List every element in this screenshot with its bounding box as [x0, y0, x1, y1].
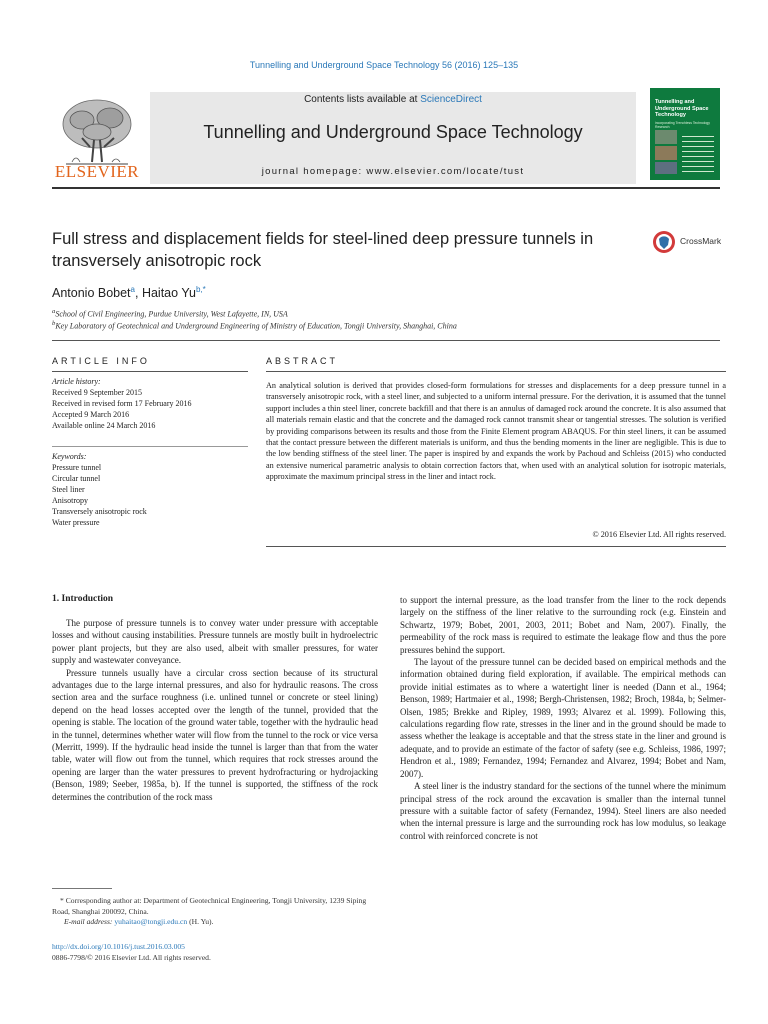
cover-title: Tunnelling and Underground Space Technology: [655, 99, 709, 119]
crossmark-label: CrossMark: [680, 236, 722, 246]
keywords-block: [52, 451, 248, 528]
keyword-item: Steel liner: [52, 485, 85, 494]
footnote-text: Corresponding author at: Department of Geotechnical Engineering, Tongji University, 1239 Siping Road, Shanghai 200092, China.: [52, 896, 367, 916]
issn-line: 0886-7798/© 2016 Elsevier Ltd. All rights reserved.: [52, 952, 211, 962]
elsevier-logo: [52, 92, 142, 184]
contents-line: [150, 94, 636, 105]
journal-title: Tunnelling and Underground Space Technology: [203, 122, 583, 142]
header-rule: [52, 187, 720, 189]
author-list: Antonio Bobet$^a$, Haitao $Yu^{b,*}$: [52, 285, 206, 301]
keywords-label: Keywords:: [52, 452, 87, 461]
affiliation-text: Key Laboratory of Geotechnical and Underground Engineering of Ministry of Education, Tongji University, Shanghai, China: [55, 321, 457, 331]
keyword-item: Transversely anisotropic rock: [52, 507, 147, 516]
keyword-item: Anisotropy: [52, 496, 88, 505]
author-affil-marker[interactable]: a: [130, 285, 135, 294]
journal-cover-thumbnail[interactable]: [650, 88, 720, 180]
affiliation-marker: a: [52, 308, 56, 315]
body-paragraph: The purpose of pressure tunnels is to convey water under pressure with acceptable losses and without causing instabilities. Pressure tunnels are mostly built in hydroelectric power plant projects, but they are also used, albeit with smaller pressures, for water supply and wastewater conveyance.: [52, 618, 378, 666]
keyword-item: Pressure tunnel: [52, 463, 102, 472]
contents-prefix: Contents lists available at: [304, 94, 421, 105]
author-affil-marker[interactable]: b,*: [195, 285, 206, 294]
body-column-left: [52, 617, 378, 803]
paper-title: Full stress and displacement fields for steel-lined deep pressure tunnels in transversely anisotropic rock: [52, 230, 594, 270]
keyword-item: Circular tunnel: [52, 474, 101, 483]
section-heading-introduction: 1. Introduction: [52, 594, 114, 604]
history-item: Received in revised form 17 February 2016: [52, 399, 192, 408]
crossmark-badge[interactable]: [652, 230, 732, 254]
email-label: E-mail address:: [64, 917, 113, 926]
body-paragraph: A steel liner is the industry standard for the sections of the tunnel where the minimum principal stress of the rock around the excavation is smaller than the internal tunnel pressure with a suitable factor of safety (Fernandez, 1994). Steel liners are also needed when the internal pressure is large and the surrounding rock has low modulus, so leakage control with reinforced concrete is not: [400, 781, 726, 841]
history-item: Available online 24 March 2016: [52, 421, 156, 430]
corresponding-author-footnote: [52, 896, 378, 928]
body-paragraph: Pressure tunnels usually have a circular cross section because of its structural advantages due to the large internal pressures, and also for hydraulic reasons. The cross section area and the surface roughness (i.e. unlined tunnel or concrete or steel lining) depend on the head losses accepted over the length of the tunnel, provided that the opening is stable. The location of the ground water table, together with the hydraulic head in the tunnel, determines whether water will flow from the tunnel to the rock or vice versa (Merritt, 1999). If the hydraulic head inside the tunnel is larger than that from the water table, water will flow out from the tunnel, which requires that rock stresses around the opening are larger than the water pressures to prevent hydrofracturing or hydrojacking (Benson, 1989; Seeber, 1985a, b). If the tunnel is supported, the stiffness of the rock determines the contribution of the rock mass: [52, 667, 378, 802]
affiliation-b: [52, 320, 457, 331]
author-name[interactable]: Antonio Bobet: [52, 286, 131, 301]
crossmark-icon: [652, 230, 676, 254]
author-name[interactable]: Haitao Yu: [141, 286, 196, 301]
body-paragraph: The layout of the pressure tunnel can be decided based on empirical methods and the information obtained during field exploration, if available. The empirical methods can provide initial estimates as to where a watertight liner is needed (Dann et al., 1964; Benson, 1989; Hartmaier et al., 1998; Bergh-Christensen, 1982; Broch, 1984a, b; Selmer-Olsen, 1985; Brekke and Ripley, 1989, 1993; Alvarez et al. 1999). Following this, calculations regarding flow rate, stresses in the liner and in the ground should be made to assess whether the leakage is acceptable and that the stress state in the liner and ground is adequate, and to provide an estimate of the factor of safety (see e.g. Schleiss, 1986, 1997; Hendron et al., 1989; Fernandez, 1994; Fernandez and Alvarez, 1994; Bobet and Nam, 2007).: [400, 657, 726, 779]
affiliation-marker: b: [52, 320, 56, 327]
section-rule: [52, 340, 720, 341]
cover-contents-lines: [682, 132, 714, 172]
doi-link[interactable]: http://dx.doi.org/10.1016/j.tust.2016.03.005: [52, 942, 185, 951]
keyword-item: Water pressure: [52, 518, 100, 527]
cover-photo-2: [655, 146, 677, 160]
cover-photo-1: [655, 130, 677, 144]
cover-photo-3: [655, 162, 677, 174]
history-item: Received 9 September 2015: [52, 388, 142, 397]
body-paragraph: to support the internal pressure, as the load transfer from the liner to the rock depends largely on the stiffness of the liner relative to the surrounding rock (e.g. Einstein and Schwartz, 1979; Bobet, 2001, 2003, 2011; Bobet and Nam, 2007). Finally, the permeability of the rock mass is required to estimate the leakage flow and thus the pore pressures behind the support.: [400, 595, 726, 655]
sciencedirect-link[interactable]: ScienceDirect: [420, 94, 482, 105]
affiliation-a: [52, 308, 288, 319]
journal-homepage[interactable]: journal homepage: www.elsevier.com/locate/tust: [261, 166, 525, 177]
email-suffix: (H. Yu).: [189, 917, 214, 926]
article-info-heading: ARTICLE INFO: [52, 356, 150, 366]
journal-citation[interactable]: Tunnelling and Underground Space Technology 56 (2016) 125–135: [249, 60, 519, 70]
footnote-rule: [52, 888, 112, 889]
page-footer: [52, 942, 211, 963]
abstract-rule: [266, 371, 726, 372]
history-item: Accepted 9 March 2016: [52, 410, 130, 419]
affiliation-text: School of Civil Engineering, Purdue University, West Lafayette, IN, USA: [55, 309, 288, 319]
abstract-text: An analytical solution is derived that provides closed-form formulations for stresses and displacements for a deep pressure tunnel in a transversely anisotropic rock, with a steel liner, and subjected to a uniform internal pressure. For the derivation, it is assumed that the tunnel support includes a thin steel liner, concrete backfill and that there is an annulus of damaged rock around the concrete. It is also assumed that all materials remain elastic and that the concrete and the damaged rock cannot transmit shear or tangential stresses. The solution is verified by providing comparisons between its results and those from the Finite Element program ABAQUS. For thin steel liners, it can be assumed that the contact pressure between the different materials is uniform, and thus the bending moments in the liner are negligible. This is due to the low bending stiffness of the steel liner. The paper is inspired by and expands the work by Pachoud and Schleiss (2015) who conducted an extensive numerical parametric analysis to obtain correction factors that, when used with an analytical solution for isotropic materials, approximate the maximum principal stress in the liner and intact rock.: [266, 381, 726, 482]
publisher-name: ELSEVIER: [54, 162, 140, 181]
email-link[interactable]: yuhaitao@tongji.edu.cn: [114, 917, 188, 926]
history-label: Article history:: [52, 377, 101, 386]
body-column-right: [400, 594, 726, 842]
article-info-rule: [52, 371, 248, 372]
keywords-rule: [52, 446, 248, 447]
cover-subtitle: incorporating Trenchless Technology Research: [655, 121, 710, 129]
abstract-copyright: © 2016 Elsevier Ltd. All rights reserved.: [592, 530, 726, 539]
abstract-bottom-rule: [266, 546, 726, 547]
footnote-star: *: [60, 896, 64, 905]
abstract-heading: ABSTRACT: [266, 356, 339, 366]
article-history: [52, 376, 248, 431]
